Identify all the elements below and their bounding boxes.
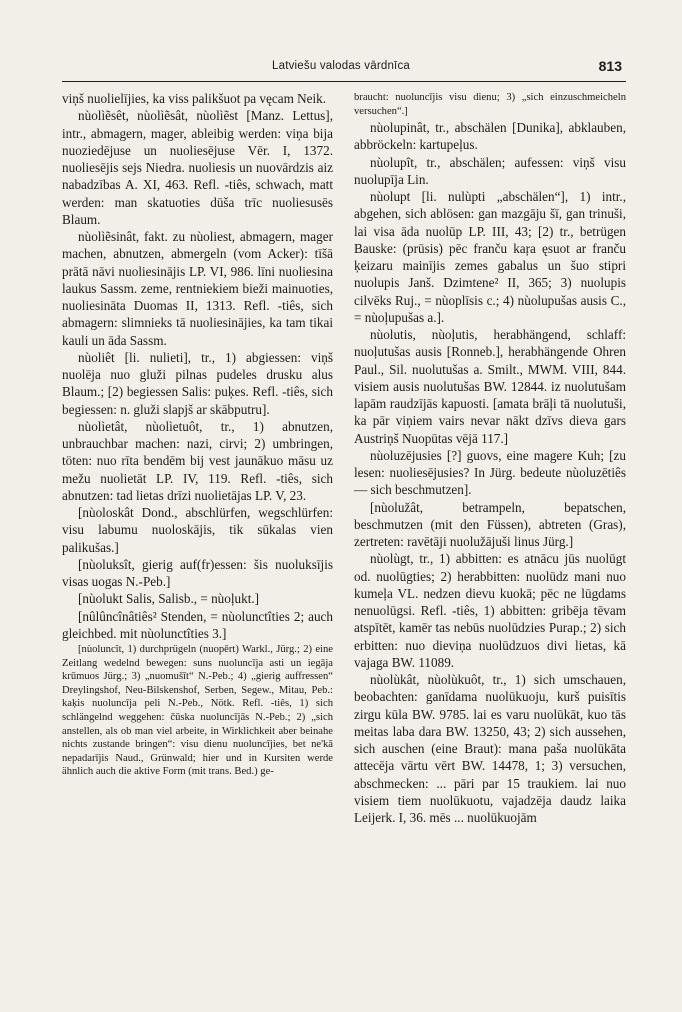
header-rule	[62, 81, 626, 82]
entry-continuation: braucht: nuoluncījis visu dienu; 3) „sich einzuschmeicheln versuchen“.]	[354, 92, 626, 117]
dictionary-entry: nùolupît, tr., abschälen; aufessen: viņš visu nuolupīja Lin.	[354, 154, 626, 187]
dictionary-entry: nùolìẽsinât, fakt. zu nùoliest, abmagern, mager machen, abnutzen, abmergeln (vom Acker): tīšā prātā nāvi nuoliesinājis LP. VI, 986. līni nuoliesina laukus Sassm. zeme, rentniekiem bieži mainuoties, nuoliesināta Duomas II, 1313. Refl. -tiês, sich abmagern: slimnieks tā nuoliesinājies, ka tam tikai kauli un āda Sassm.	[62, 229, 333, 348]
dictionary-entry: [nùolukt Salis, Salisb., = nùoļukt.]	[78, 591, 260, 607]
dictionary-entry: nùolùgt, tr., 1) abbitten: es atnācu jūs nuolūgt od. nuolūgties; 2) herabbitten: nuolūdz mani nuo kumeļa VL. nedzen dievu kuokā; pēc ne lūgdams nenuolūgsi. Refl. -tiês, 1) abbitten: gribēja tēvam atspītēt, kamēr tas nebūs nuolūdzies Purap.; 2) sich erbitten: nuo dieviņa nuolūdzuos divi lietas, kā vajaga BW. 11089.	[354, 551, 626, 670]
dictionary-entry: [nùoloskât Dond., abschlürfen, wegschlürfen: visu labumu nuoloskājis, tik sūkalas vien palikušas.]	[62, 505, 333, 555]
entry-continuation: viņš nuolielījies, ka viss palikšuot pa vęcam Neik.	[62, 91, 327, 106]
left-column	[62, 90, 333, 780]
running-title: Latviešu valodas vārdnīca	[272, 60, 410, 72]
page-header	[0, 60, 682, 82]
dictionary-entry: [nûlûncînâtiês² Stenden, = nùolunctîties 2; auch gleichbed. mit nùolunctîties 3.]	[62, 608, 333, 641]
dictionary-entry: nùolìẽsêt, nùolìẽsât, nùolìẽst [Manz. Lettus], intr., abmagern, mager, ableibig werden: viņa bija nuoziedējuse un nuoliesējuse Vēr. I, 1372. nuoliesējis sejs Niedra. nuoliesis un nuovārdzis aiz nabadzības A. XI, 463. Refl. -tiês, schwach, matt werden: man skatuoties dūša trīc nuoliesusēs Blaum.	[62, 108, 333, 227]
dictionary-entry: [nùoluncît, 1) durchprügeln (nuopērt) Warkl., Jürg.; 2) eine Zeitlang wedelnd bewegen: suns nuoluncīja asti un iegāja krūmuos Jürg.; 3) „nuomušīt“ N.-Peb.; 4) „gierig auffressen“ Dreylingshof, Neu-Bilskenshof, Serben, Segew., Mitau, Peb.: kaķis nuoluncīja peli N.-Peb., Nötk. Refl. -tiês, 1) sich schlängelnd weggehen: čūska nuoluncījās N.-Peb.; 2) „sich anstellen, als ob man viel arbeite, in Wirklichkeit aber beinahe nichts zustande bringen“: visu dienu nuoluncījies, bet ne'kā nepadarījis Naud., Grünwald; hier und in Kursiten werde ähnlich auch die aktive Form (mit trans. Bed.) ge-	[62, 644, 333, 778]
dictionary-entry: [nùoluksît, gierig auf(fr)essen: šis nuoluksījis visas uogas N.-Peb.]	[62, 556, 333, 589]
dictionary-entry: nùolupt [li. nulùpti „abschälen“], 1) intr., abgehen, sich ablösen: gan mazgāju šī, gan trinuši, lai visa āda nuolūp LP. III, 43; [2) tr., betrügen Bauske: (prūsis) pēc franču kaŗa ęsuot ar franču ķeizaru mainījis zemes gabalus un šuo stipri nuolupis Janš. Dzimtene² II, 365; 3) nuolupis cilvēks Ruj., = nùoplīsis c.; 4) nùolupušas ausis C., = nùoļupušas a.].	[354, 189, 626, 325]
dictionary-entry: [nùolužât, betrampeln, bepatschen, beschmutzen (mit den Füssen), abtreten (Gras), zertreten: ravētāji nuolužājuši linus Jürg.]	[354, 499, 626, 550]
dictionary-entry: nùoluzējusies [?] guovs, eine magere Kuh; [zu lesen: nuoliesējusies? In Jürg. bedeute nùoluzētiês — sich beschmutzen].	[354, 447, 626, 498]
dictionary-entry: nùolutis, nùoļutis, herabhängend, schlaff: nuoļutušas ausis [Ronneb.], herabhängende Ohren Paul., Sil. nuolutušas a. Smilt., MWM. VIII, 844. visiem ausis nuolutušas BW. 12844. iz nuolutušam lapām raudzījās kapuosti. [amata brāļi tā nuolutuši, ka pār viņiem vairs nevar nākt dzīvs dieva gars Austriņš Nuopūtas vējā 117.]	[354, 327, 626, 446]
right-column	[354, 90, 626, 826]
dictionary-entry: nùolùkât, nùolùkuôt, tr., 1) sich umschauen, beobachten: ganīdama nuolūkuoju, kurš puisītis zirgu kūla BW. 9785. lai es varu nuolūkāt, kuo tās meitas laba dara BW. 13250, 43; 2) sich aussehen, sich auschen (eine Braut): mana paša nuolūkāta attecēja vārtu vērt BW. 14478, 1; 3) versuchen, abschmecken: ... pāri par 15 traukiem. lai nuo visiem tiem nuolūkuotu, vajadzēja daudz laika Leijerk. I, 36. mēs ... nuolūkuojām	[354, 672, 626, 826]
dictionary-entry: nùolupinât, tr., abschälen [Dunika], abklauben, abbröckeln: kartupeļus.	[354, 120, 626, 153]
dictionary-entry: nùoliêt [li. nulieti], tr., 1) abgiessen: viņš nuolēja nuo gluži pilnas pudeles drusku alus Blaum.; [2) begiessen Salis: puķes. Refl. -tiês, sich begiessen: n. gluži slapjš ar skābputru].	[62, 349, 333, 417]
dictionary-entry: nùolìetât, nùolìetuôt, tr., 1) abnutzen, unbrauchbar machen: nazi, cirvi; 2) umbringen, töten: nuo rīta bendēm bij vest jaunākuo māsu uz mežu nuolietāt LP. IV, 119. Refl. -tiês, sich abnutzen: tad lietas drīzi nuolietājas LP. V, 23.	[62, 418, 333, 503]
page-number: 813	[598, 58, 622, 74]
